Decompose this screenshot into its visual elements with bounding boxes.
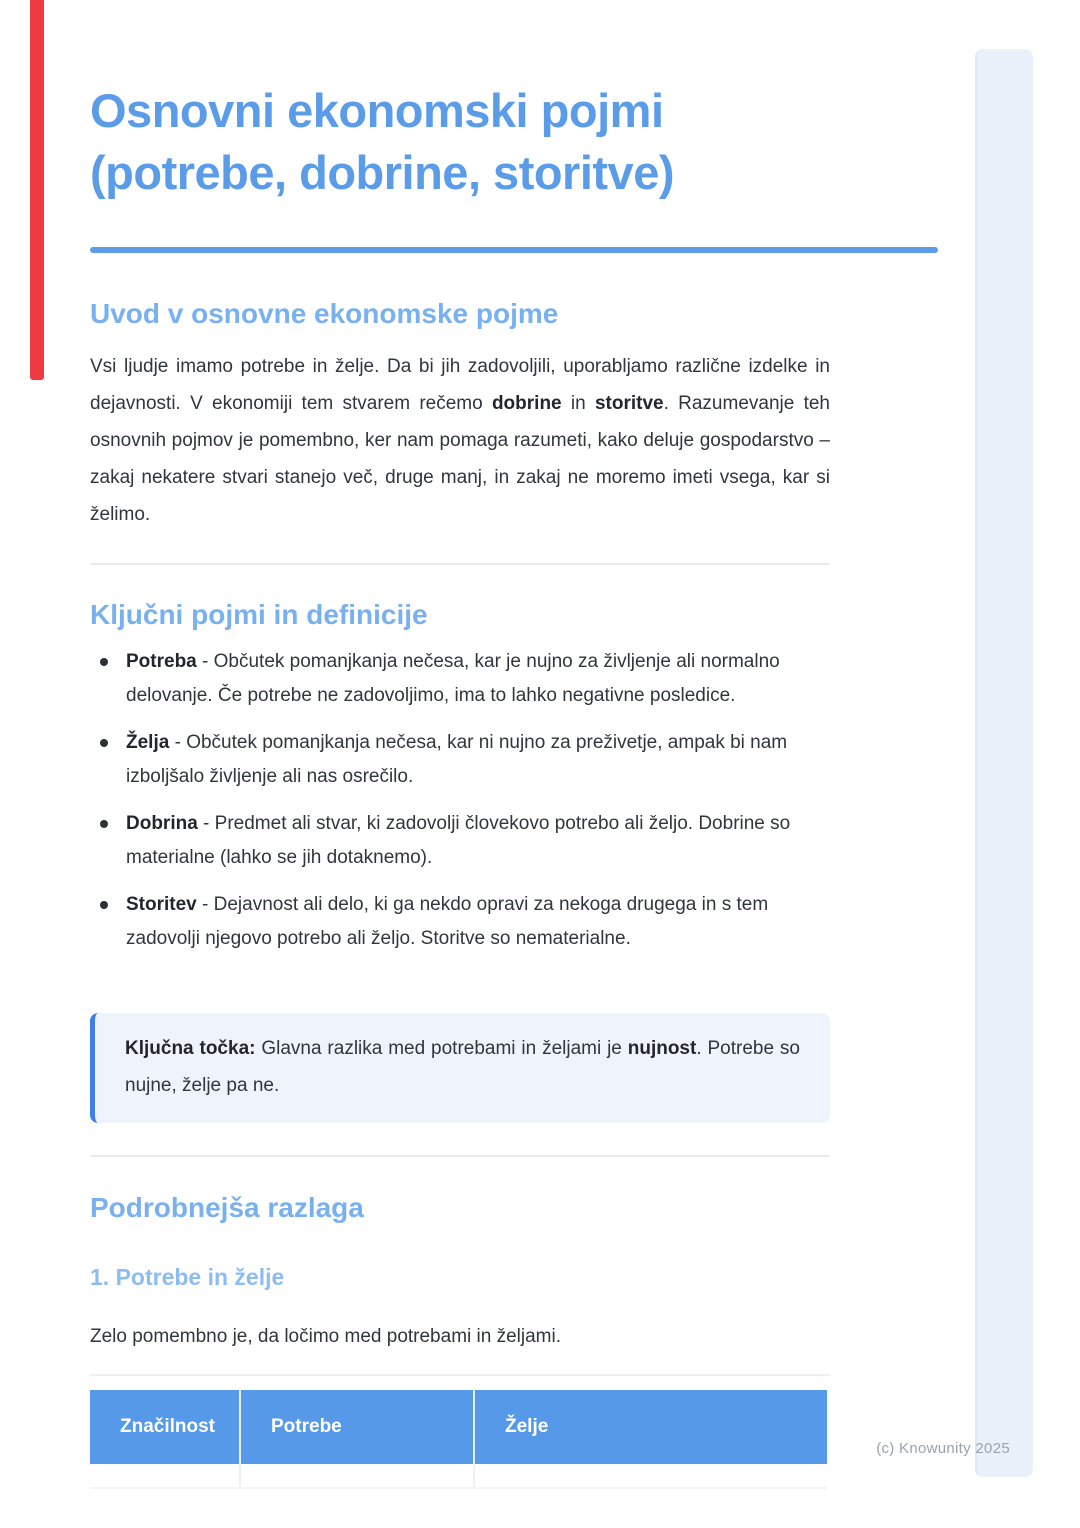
definition-zelja: - Občutek pomanjkanja nečesa, kar ni nujno za preživetje, ampak bi nam izboljšalo življenje ali nas osrečilo. (126, 732, 788, 787)
callout-label: Ključna točka: (125, 1038, 256, 1059)
key-point-callout (90, 1013, 830, 1123)
page-title (90, 80, 938, 204)
callout-text-1: Glavna razlika med potrebami in željami je (255, 1038, 628, 1059)
table-top-divider (90, 1374, 830, 1376)
table-header-row (90, 1390, 827, 1464)
detail-paragraph: Zelo pomembno je, da ločimo med potrebami in željami. (90, 1326, 561, 1347)
right-side-strip (975, 49, 1033, 1477)
definition-storitev: - Dejavnost ali delo, ki ga nekdo opravi za nekoga drugega in s tem zadovolji njegovo potrebo ali željo. Storitve so nematerialne. (126, 894, 769, 949)
definition-dobrina: - Predmet ali stvar, ki zadovolji človekovo potrebo ali željo. Dobrine so materialne (lahko se jih dotaknemo). (126, 813, 791, 868)
intro-text-1: Vsi ljudje imamo potrebe in želje. Da bi jih zadovoljili, uporabljamo različne izdelke in dejavnosti. V ekonomiji tem stvarem rečemo (90, 356, 830, 414)
list-item-dobrina (90, 807, 830, 875)
comparison-table (90, 1390, 827, 1489)
section-divider-2 (90, 1155, 830, 1157)
section-heading-detail: Podrobnejša razlaga (90, 1192, 364, 1223)
copyright-note: (c) Knowunity 2025 (876, 1440, 1010, 1457)
table-cell (90, 1464, 240, 1488)
list-item-potreba (90, 645, 830, 713)
list-item-storitev (90, 888, 830, 956)
title-underline-rule (90, 247, 938, 253)
intro-bold-storitve: storitve (594, 393, 664, 414)
red-bookmark-bar (30, 0, 44, 380)
bullet-icon (100, 658, 108, 666)
section-heading-intro: Uvod v osnovne ekonomske pojme (90, 298, 559, 329)
callout-text-2: . Potrebe so nujne, želje pa ne. (125, 1038, 800, 1096)
table-header-znacilnost: Značilnost (90, 1390, 240, 1464)
bullet-icon (100, 901, 108, 909)
term-zelja: Želja (126, 732, 170, 753)
callout-bold-nujnost: nujnost (627, 1038, 697, 1059)
key-concepts-list (90, 645, 830, 969)
section-heading-key-concepts: Ključni pojmi in definicije (90, 599, 428, 630)
intro-text-2: in (561, 393, 595, 414)
table-cell (240, 1464, 474, 1488)
subsection-heading-needs-wants: 1. Potrebe in želje (90, 1264, 285, 1290)
definition-potreba: - Občutek pomanjkanja nečesa, kar je nujno za življenje ali normalno delovanje. Če potrebe ne zadovoljimo, ima to lahko negativne posledice. (126, 651, 780, 706)
table-row (90, 1464, 827, 1488)
intro-bold-dobrine: dobrine (491, 393, 562, 414)
page-title-line2: (potrebe, dobrine, storitve) (90, 146, 674, 199)
term-dobrina: Dobrina (126, 813, 198, 834)
bullet-icon (100, 739, 108, 747)
intro-paragraph (90, 348, 830, 533)
section-divider-1 (90, 563, 830, 565)
term-potreba: Potreba (126, 651, 197, 672)
term-storitev: Storitev (126, 894, 197, 915)
table-header-potrebe: Potrebe (240, 1390, 474, 1464)
table-cell (474, 1464, 827, 1488)
page-title-line1: Osnovni ekonomski pojmi (90, 84, 664, 137)
intro-text-3: . Razumevanje teh osnovnih pojmov je pomembno, ker nam pomaga razumeti, kako deluje gospodarstvo – zakaj nekatere stvari stanejo več, druge manj, in zakaj ne moremo imeti vsega, kar si želimo. (90, 393, 830, 525)
table-header-zelje: Želje (474, 1390, 827, 1464)
list-item-zelja (90, 726, 830, 794)
bullet-icon (100, 820, 108, 828)
